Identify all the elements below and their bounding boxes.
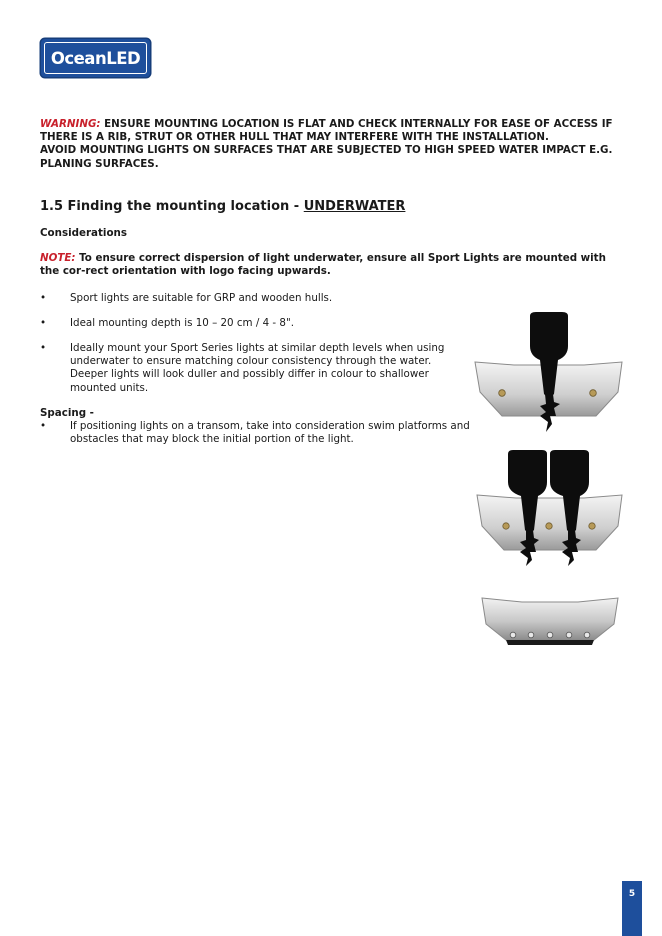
bullet-text: Ideal mounting depth is 10 – 20 cm / 4 - 8". <box>70 317 294 329</box>
list-item <box>40 342 455 395</box>
note-block <box>40 252 625 278</box>
note-text: To ensure correct dispersion of light underwater, ensure all Sport Lights are mounted with the cor-rect orientation with logo facing upwards. <box>40 252 606 278</box>
bullet-dot: • <box>40 342 47 354</box>
oceanled-logo <box>41 39 150 77</box>
warning-block <box>40 118 625 171</box>
warning-label: WARNING: <box>40 118 101 130</box>
logo-text: OceanLED <box>44 42 147 74</box>
bullet-list <box>40 317 470 330</box>
list-item <box>40 420 470 446</box>
bullet-list <box>40 292 470 305</box>
bullet-dot: • <box>40 292 47 304</box>
section-title <box>40 199 405 214</box>
bullet-list <box>40 342 455 395</box>
bullet-text: Ideally mount your Sport Series lights at similar depth levels when using underwater to ensure matching colour consistency through the water. Deeper lights will look duller and possibly differ in colour to shallower mounted units. <box>70 342 445 394</box>
spacing-heading: Spacing - <box>40 407 94 419</box>
bullet-text: If positioning lights on a transom, take into consideration swim platforms and obstacles that may block the initial portion of the light. <box>70 420 470 446</box>
section-title-prefix: 1.5 Finding the mounting location - <box>40 199 304 214</box>
page-number: 5 <box>622 881 642 936</box>
warning-text-2: AVOID MOUNTING LIGHTS ON SURFACES THAT ARE SUBJECTED TO HIGH SPEED WATER IMPACT E.G. PLANING SURFACES. <box>40 144 613 170</box>
single-engine-transom-illustration <box>474 312 624 434</box>
spacing-bullet-list <box>40 420 470 446</box>
bullet-dot: • <box>40 420 47 432</box>
list-item <box>40 317 470 330</box>
twin-engine-transom-illustration <box>476 448 624 570</box>
section-title-underwater: UNDERWATER <box>303 199 406 214</box>
list-item <box>40 292 470 305</box>
warning-text-1: ENSURE MOUNTING LOCATION IS FLAT AND CHECK INTERNALLY FOR EASE OF ACCESS IF THERE IS A RIB, STRUT OR OTHER HULL THAT MAY INTERFERE WITH THE INSTALLATION. <box>40 118 613 144</box>
note-label: NOTE: <box>40 252 76 264</box>
warning-line-1 <box>40 118 625 144</box>
transom-light-row-illustration <box>480 594 620 648</box>
considerations-heading: Considerations <box>40 227 127 239</box>
bullet-text: Sport lights are suitable for GRP and wooden hulls. <box>70 292 333 304</box>
bullet-dot: • <box>40 317 47 329</box>
